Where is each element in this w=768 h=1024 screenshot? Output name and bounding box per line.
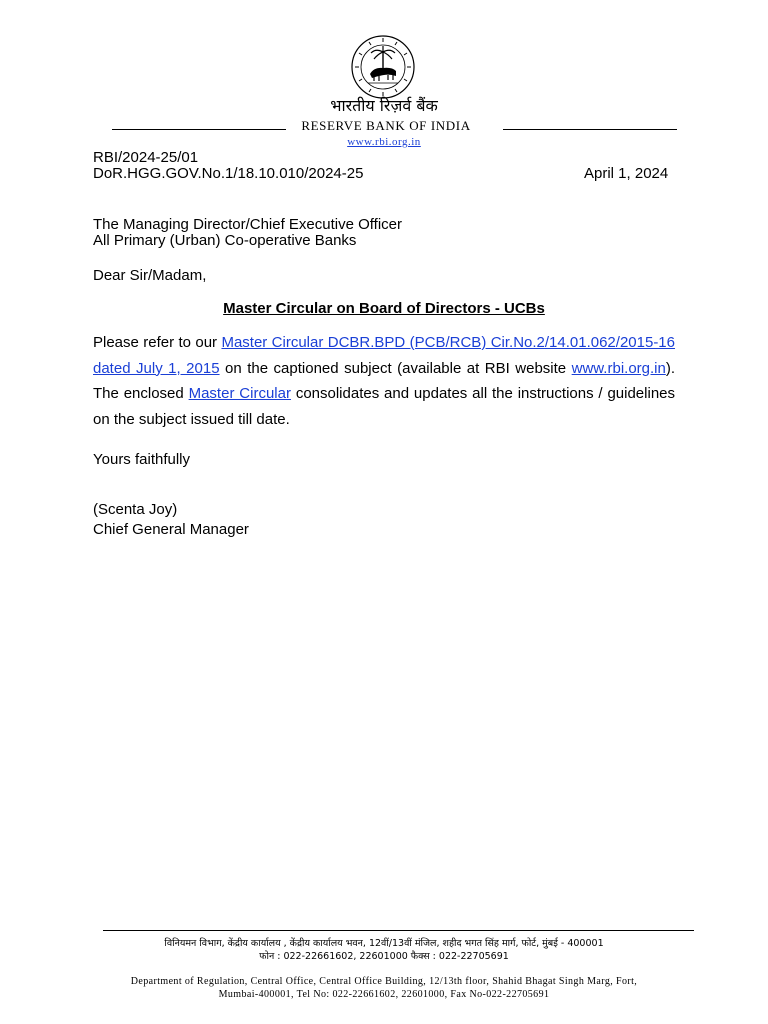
- body-paragraph: [93, 330, 675, 432]
- rbi-website-link[interactable]: www.rbi.org.in: [571, 359, 666, 377]
- header-website-link[interactable]: www.rbi.org.in: [347, 136, 421, 148]
- signatory-name: (Scenta Joy): [93, 501, 178, 518]
- header-rule-left: [112, 129, 286, 130]
- body-text-1: Please refer to our: [93, 334, 222, 351]
- addressee-line-2: All Primary (Urban) Co-operative Banks: [93, 232, 357, 249]
- circular-link[interactable]: Master Circular DCBR.BPD (PCB/RCB) Cir.No.2/14.01.062/2015-16 dated July 1, 2015: [93, 334, 675, 377]
- rbi-emblem-icon: [350, 34, 416, 100]
- bank-name: RESERVE BANK OF INDIA: [301, 118, 471, 133]
- footer-hindi-address: विनियमन विभाग, केंद्रीय कार्यालय , केंद्रीय कार्यालय भवन, 12वीं/13वीं मंजिल, शहीद भगत सिंह मार्ग, फोर्ट, मुंबई - 400001: [164, 938, 604, 949]
- letter-date: April 1, 2024: [584, 165, 669, 182]
- body-text-2: on the captioned subject (available at RBI website: [219, 359, 572, 377]
- header-website: [0, 136, 768, 149]
- footer-english-contact: Mumbai-400001, Tel No: 022-22661602, 22601000, Fax No-022-22705691: [218, 989, 550, 1000]
- ref-number: RBI/2024-25/01: [93, 149, 199, 166]
- footer-rule: [103, 930, 694, 931]
- signatory-designation: Chief General Manager: [93, 521, 249, 538]
- header-rule-right: [503, 129, 677, 130]
- subject-heading: Master Circular on Board of Directors - UCBs: [223, 300, 545, 317]
- footer-hindi-contact: फोन : 022-22661602, 22601000 फैक्स : 022-22705691: [259, 951, 509, 962]
- bank-name-hindi: भारतीय रिज़र्व बैंक: [330, 96, 438, 115]
- sign-off: Yours faithfully: [93, 451, 191, 468]
- body-text-3: ). The enclosed: [93, 359, 676, 402]
- salutation: Dear Sir/Madam,: [93, 267, 207, 284]
- master-circular-link[interactable]: Master Circular: [188, 385, 291, 402]
- body-text-4: consolidates and updates all the instructions / guidelines on the subject issued till date.: [93, 385, 675, 428]
- addressee-line-1: The Managing Director/Chief Executive Officer: [93, 216, 403, 233]
- footer-english-address: Department of Regulation, Central Office, Central Office Building, 12/13th floor, Shahid Bhagat Singh Marg, Fort,: [130, 976, 638, 987]
- dor-number: DoR.HGG.GOV.No.1/18.10.010/2024-25: [93, 165, 364, 182]
